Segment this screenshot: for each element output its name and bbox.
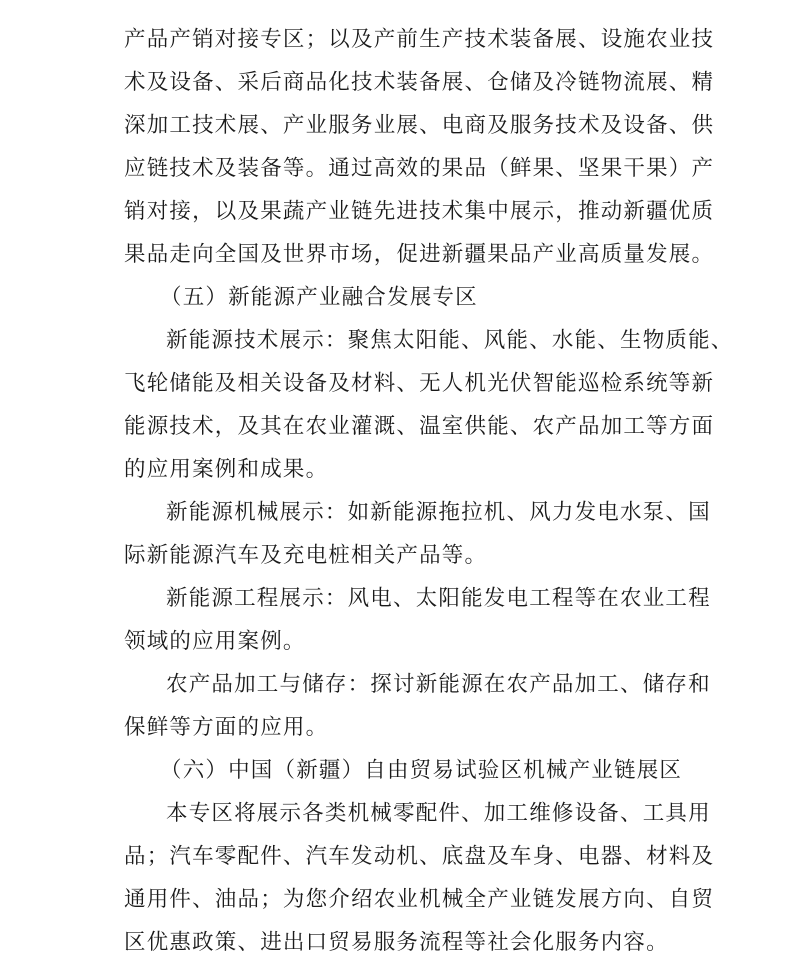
text-line: 术及设备、采后商品化技术装备展、仓储及冷链物流展、精	[124, 70, 715, 95]
text-line: 农产品加工与储存：探讨新能源在农产品加工、储存和	[166, 672, 711, 697]
section-heading: （五）新能源产业融合发展专区	[160, 285, 478, 310]
text-line: 应链技术及装备等。通过高效的果品（鲜果、坚果干果）产	[124, 156, 715, 181]
text-line: 能源技术，及其在农业灌溉、温室供能、农产品加工等方面	[124, 414, 715, 439]
text-line: 新能源技术展示：聚焦太阳能、风能、水能、生物质能、	[166, 328, 734, 353]
text-line: 品；汽车零配件、汽车发动机、底盘及车身、电器、材料及	[124, 844, 715, 869]
section-heading: （六）中国（新疆）自由贸易试验区机械产业链展区	[160, 758, 683, 783]
text-line: 新能源工程展示：风电、太阳能发电工程等在农业工程	[166, 586, 711, 611]
text-line: 保鲜等方面的应用。	[124, 715, 329, 740]
text-line: 领域的应用案例。	[124, 629, 306, 654]
text-line: 果品走向全国及世界市场，促进新疆果品产业高质量发展。	[124, 242, 715, 267]
text-line: 际新能源汽车及充电桩相关产品等。	[124, 543, 488, 568]
text-line: 的应用案例和成果。	[124, 457, 329, 482]
text-line: 销对接，以及果蔬产业链先进技术集中展示，推动新疆优质	[124, 199, 715, 224]
text-line: 深加工技术展、产业服务业展、电商及服务技术及设备、供	[124, 113, 715, 138]
text-line: 产品产销对接专区；以及产前生产技术装备展、设施农业技	[124, 27, 715, 52]
text-line: 飞轮储能及相关设备及材料、无人机光伏智能巡检系统等新	[124, 371, 715, 396]
text-line: 本专区将展示各类机械零配件、加工维修设备、工具用	[166, 801, 711, 826]
text-line: 通用件、油品；为您介绍农业机械全产业链发展方向、自贸	[124, 887, 715, 912]
text-line: 新能源机械展示：如新能源拖拉机、风力发电水泵、国	[166, 500, 711, 525]
text-line: 区优惠政策、进出口贸易服务流程等社会化服务内容。	[124, 930, 669, 955]
